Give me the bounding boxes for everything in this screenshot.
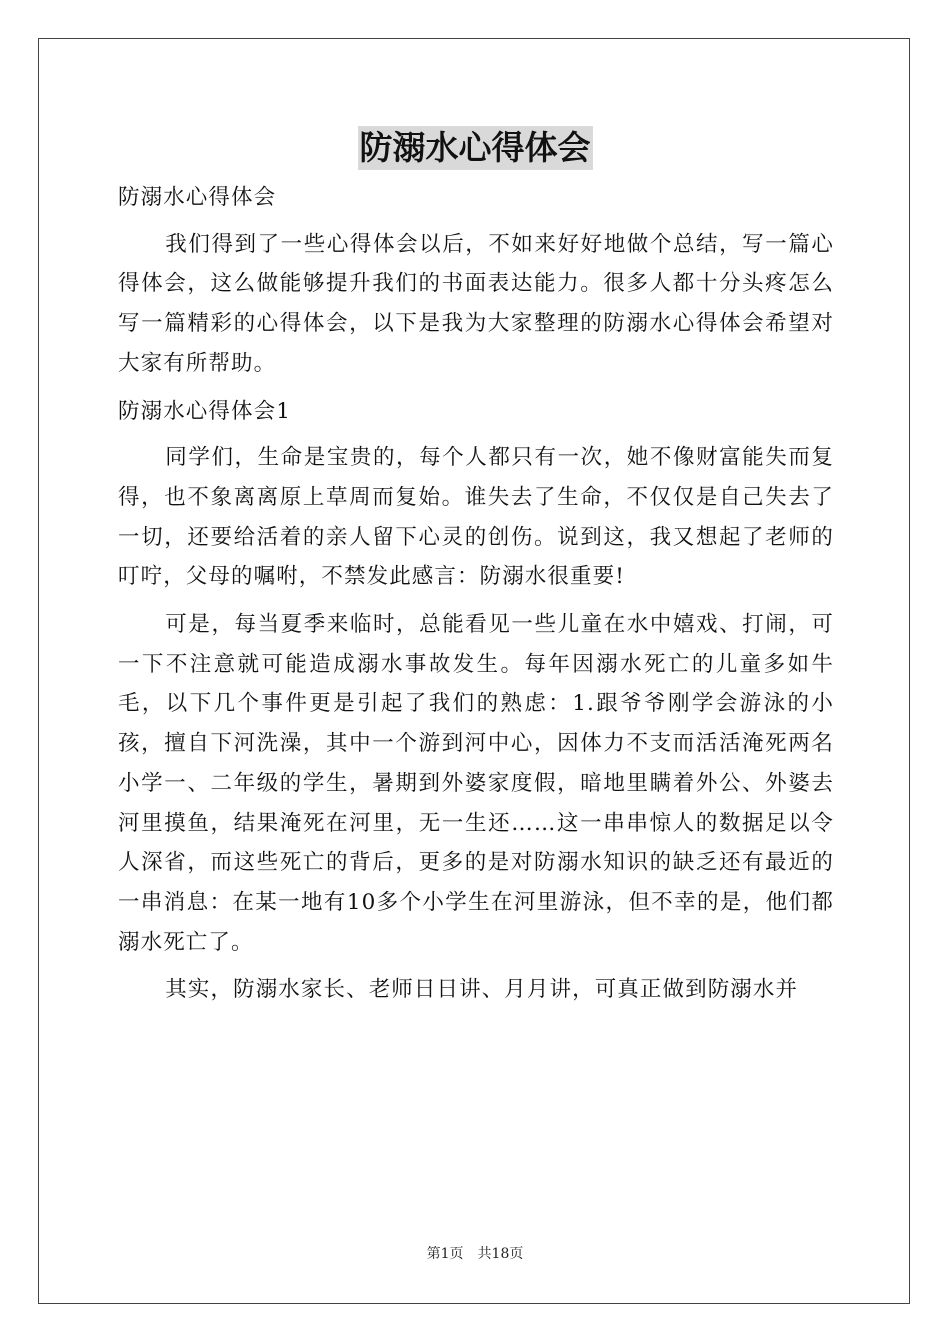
page-footer (0, 1243, 950, 1263)
page-number: 第1页 (426, 1246, 464, 1262)
document-title: 防溺水心得体会 (358, 126, 593, 170)
body-paragraph: 我们得到了一些心得体会以后，不如来好好地做个总结，写一篇心得体会，这么做能够提升我们的书面表达能力。很多人都十分头疼怎么写一篇精彩的心得体会，以下是我为大家整理的防溺水心得体会希望对大家有所帮助。 (118, 231, 834, 376)
body-paragraph: 同学们，生命是宝贵的，每个人都只有一次，她不像财富能失而复得，也不象离离原上草周而复始。谁失去了生命，不仅仅是自己失去了一切，还要给活着的亲人留下心灵的创伤。说到这，我又想起了老师的叮咛，父母的嘱咐，不禁发此感言：防溺水很重要! (118, 445, 834, 590)
document-body (118, 178, 834, 1018)
title-container (0, 126, 950, 170)
section-heading: 防溺水心得体会1 (118, 398, 291, 424)
body-paragraph: 可是，每当夏季来临时，总能看见一些儿童在水中嬉戏、打闹，可一下不注意就可能造成溺水事故发生。每年因溺水死亡的儿童多如牛毛，以下几个事件更是引起了我们的熟虑：1.跟爷爷刚学会游泳的小孩，擅自下河洗澡，其中一个游到河中心，因体力不支而活活淹死两名小学一、二年级的学生，暑期到外婆家度假，暗地里瞒着外公、外婆去河里摸鱼，结果淹死在河里，无一生还……这一串串惊人的数据足以令人深省，而这些死亡的背后，更多的是对防溺水知识的缺乏还有最近的一串消息：在某一地有10多个小学生在河里游泳，但不幸的是，他们都溺水死亡了。 (118, 612, 834, 955)
section-heading: 防溺水心得体会 (118, 185, 277, 210)
body-paragraph: 其实，防溺水家长、老师日日讲、月月讲，可真正做到防溺水并 (165, 977, 799, 1003)
page-total: 共18页 (477, 1246, 524, 1262)
